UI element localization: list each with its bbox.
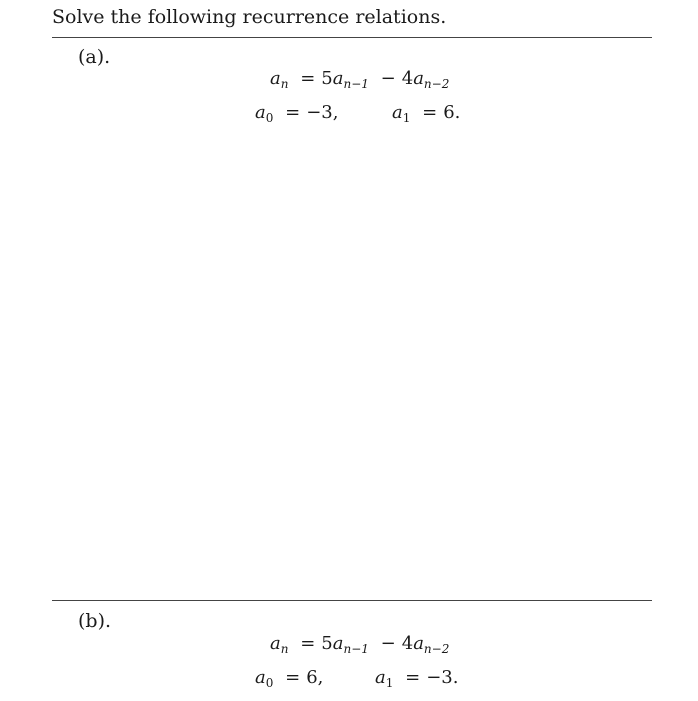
init-value: 6. [443, 102, 461, 123]
divider-top [52, 37, 652, 38]
init-sub: 1 [385, 676, 394, 690]
init-var: a [255, 667, 266, 688]
lhs-sub: n [280, 642, 289, 656]
part-a-initial-a1 [392, 102, 460, 124]
var-1: a [332, 633, 344, 654]
var-2: a [413, 68, 424, 89]
init-var: a [255, 102, 266, 123]
sub-2: n−2 [423, 77, 450, 91]
lhs-var: a [270, 68, 281, 89]
coef-2: 4 [401, 633, 414, 654]
var-1: a [332, 68, 344, 89]
minus-sign: − [380, 633, 396, 654]
sub-2: n−2 [423, 642, 450, 656]
divider-middle [52, 600, 652, 601]
instruction-text: Solve the following recurrence relations. [52, 6, 447, 28]
sub-1: n−1 [343, 642, 369, 656]
var-2: a [413, 633, 424, 654]
init-var: a [375, 667, 386, 688]
init-var: a [392, 102, 403, 123]
part-b-initial-a1 [375, 667, 458, 689]
equals-sign: = [300, 68, 316, 89]
part-a-label: (a). [78, 46, 111, 68]
init-equals: = [285, 102, 301, 123]
init-value: 6, [306, 667, 324, 688]
part-a-recurrence [270, 68, 449, 90]
coef-1: 5 [321, 68, 333, 89]
init-sub: 1 [402, 111, 411, 125]
lhs-var: a [270, 633, 281, 654]
coef-1: 5 [321, 633, 333, 654]
init-equals: = [285, 667, 301, 688]
part-b-initial-a0 [255, 667, 323, 689]
part-a-initial-a0 [255, 102, 338, 124]
lhs-sub: n [280, 77, 289, 91]
init-equals: = [405, 667, 421, 688]
equals-sign: = [300, 633, 316, 654]
coef-2: 4 [401, 68, 414, 89]
part-b-label: (b). [78, 610, 112, 632]
init-value: −3. [426, 667, 459, 688]
init-value: −3, [306, 102, 339, 123]
init-sub: 0 [265, 111, 274, 125]
minus-sign: − [380, 68, 396, 89]
part-b-recurrence [270, 633, 449, 655]
init-sub: 0 [265, 676, 274, 690]
init-equals: = [422, 102, 438, 123]
sub-1: n−1 [343, 77, 369, 91]
